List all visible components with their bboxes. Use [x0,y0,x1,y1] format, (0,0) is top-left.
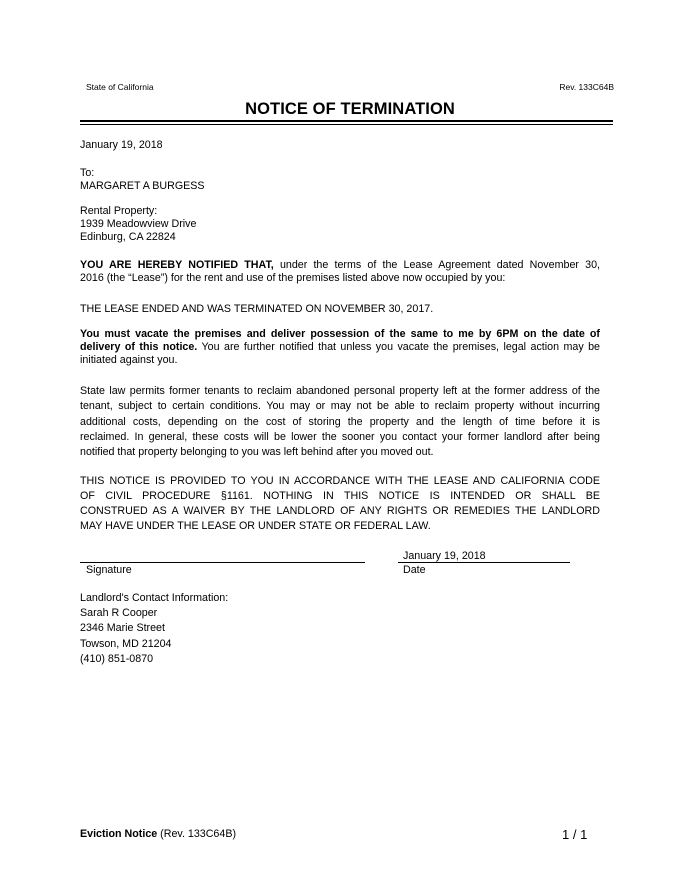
paragraph-abandoned-property [80,384,600,460]
landlord-city: Towson, MD 21204 [80,637,172,650]
landlord-street: 2346 Marie Street [80,622,165,635]
rental-property-city: Edinburg, CA 22824 [80,231,176,243]
legal-notice-line: THIS NOTICE IS PROVIDED TO YOU IN ACCORDANCE WITH THE LEASE AND CALIFORNIA CODE [80,475,600,487]
document-title: NOTICE OF TERMINATION [245,100,455,118]
footer-document-name [80,828,236,840]
title-rule-thin [80,124,613,125]
revision-label: Rev. 133C64B [559,82,614,92]
notified-bold: YOU ARE HEREBY NOTIFIED THAT, [80,259,274,271]
signature-line [80,562,365,563]
landlord-contact-block [80,591,600,667]
legal-notice-line: OF CIVIL PROCEDURE §1161. NOTHING IN THIS NOTICE IS INTENDED OR SHALL BE [80,490,600,502]
recipient-block [80,167,600,193]
signature-label: Signature [86,564,132,576]
paragraph-legal-notice [80,474,600,534]
date-label: Date [403,564,426,576]
rental-property-label: Rental Property: [80,205,158,217]
abandoned-line: reclaimed. In general, these costs will be lower the sooner you contact your former landlord after being [80,430,600,443]
landlord-contact-label: Landlord's Contact Information: [80,592,229,604]
state-label: State of California [86,82,154,92]
vacate-line-1: You must vacate the premises and deliver possession of the same to me by 6PM on the date of [80,328,600,340]
landlord-name: Sarah R Cooper [80,607,158,620]
legal-notice-line: MAY HAVE UNDER THE LEASE OR UNDER STATE OR FEDERAL LAW. [80,520,431,532]
recipient-label: To: [80,167,95,179]
rental-property-block [80,205,600,244]
abandoned-line: notified that property belonging to you was left behind after you moved out. [80,446,434,459]
recipient-name: MARGARET A BURGESS [80,180,205,192]
paragraph-notified [80,259,600,285]
footer-doc-rev: (Rev. 133C64B) [157,828,237,840]
legal-notice-line: CONSTRUED AS A WAIVER BY THE LANDLORD OF ANY RIGHTS OR REMEDIES THE LANDLORD [80,505,600,517]
notice-date: January 19, 2018 [80,139,163,151]
signature-date-value: January 19, 2018 [403,550,486,562]
paragraph-notified-line-2: 2016 (the “Lease”) for the rent and use of the premises listed above now occupied by you: [80,272,506,284]
abandoned-line: tenant, subject to certain conditions. You may or may not be able to reclaim property without incurring [80,400,600,413]
rental-property-street: 1939 Meadowview Drive [80,218,197,230]
vacate-line-3: initiated against you. [80,354,178,366]
date-line [398,562,570,563]
abandoned-line: State law permits former tenants to reclaim abandoned personal property left at the former address of the [80,385,600,397]
title-rule-thick [80,120,613,122]
footer-page-number: 1 / 1 [562,827,588,842]
footer-doc-name: Eviction Notice [80,828,158,840]
vacate-bold-2: delivery of this notice. [80,341,198,353]
paragraph-vacate [80,328,600,367]
landlord-phone: (410) 851-0870 [80,652,154,665]
vacate-line-2 [80,341,600,354]
abandoned-line: additional costs, depending on the cost of storing the property and the length of time before it is [80,415,600,428]
vacate-rest-2: You are further notified that unless you vacate the premises, legal action may be [197,341,600,353]
paragraph-lease-ended: THE LEASE ENDED AND WAS TERMINATED ON NOVEMBER 30, 2017. [80,303,434,315]
notified-rest: under the terms of the Lease Agreement dated November 30, [273,259,600,271]
paragraph-notified-line-1 [80,259,600,272]
